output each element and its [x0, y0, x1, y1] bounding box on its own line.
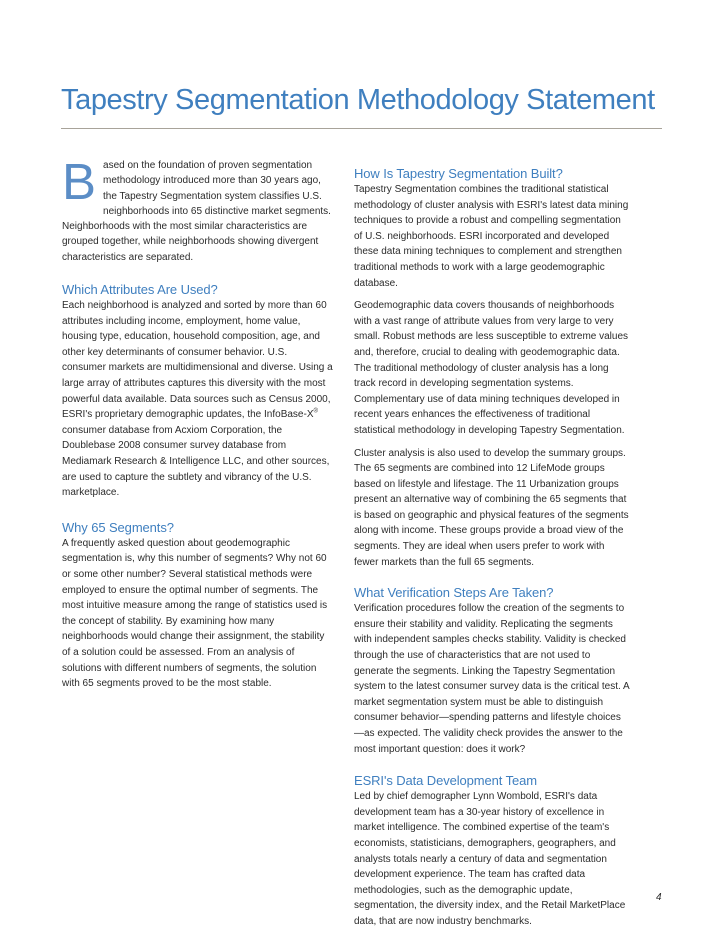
registered-mark: ®: [313, 408, 318, 415]
attributes-heading: Which Attributes Are Used?: [62, 282, 218, 298]
segments-heading: Why 65 Segments?: [62, 519, 174, 535]
segments-paragraph: A frequently asked question about geodemographic segmentation is, why this number of segments? Why not 60 or some other number? Several statistical methods were employed to ensure the optimal number of segments. The most intuitive measure among the range of statistics used is the concept of stability. By examining how many neighborhoods would change their assignment, the stability of a solution could be assessed. From an analysis of solutions with different numbers of segments, the solution with 65 segments proved to be the most stable.: [62, 537, 328, 690]
intro-text: ased on the foundation of proven segmentation methodology introduced more than 30 years ago, the Tapestry Segmentation system classifies U.S. neighborhoods into 65 distinctive market segments. Neighborhoods with the most similar characteristics are grouped together, while neighborhoods showing divergent characteristics are separated.: [62, 160, 331, 263]
team-paragraph: Led by chief demographer Lynn Wombold, ESRI's data development team has a 30-year history of excellence in market intelligence. The combined expertise of the team's economists, statisticians, demographers, geographers, and analysts totals nearly a century of data and segmentation development experience. The team has crafted data methodologies, such as the demographic update, segmentation, the diversity index, and the Retail MarketPlace data, that are now industry benchmarks.: [354, 791, 626, 927]
drop-cap: B: [62, 153, 97, 210]
intro-paragraph: [62, 153, 333, 265]
verification-paragraph: Verification procedures follow the creation of the segments to ensure their stability and validity. Replicating the segments with independent samples checks stability. Validity is checked through the use of characteristics that are not used to generate the segments. Linking the Tapestry Segmentation system to the latest consumer survey data is the critical test. A market segmentation system must be able to distinguish consumer behavior—spending patterns and lifestyle choices—as expected. The validity check provides the answer to the most important question: does it work?: [354, 603, 630, 755]
attributes-text-2: consumer database from Acxiom Corporation, the Doublebase 2008 consumer survey database from Mediamark Research & Intelligence LLC, and other sources, are used to capture the subtlety and vibrancy of the U.S. marketplace.: [62, 424, 330, 499]
title-divider: [61, 128, 662, 129]
attributes-text-1: Each neighborhood is analyzed and sorted by more than 60 attributes including income, employment, home value, housing type, education, household composition, age, and other key determinants of consumer behavior. U.S. consumer markets are multidimensional and diverse. Using a large array of attributes captures this diversity with the most powerful data available. Data sources such as Census 2000, ESRI's proprietary demographic updates, the InfoBase-X: [62, 300, 333, 421]
intro-section: [62, 153, 333, 265]
built-paragraph-2: Geodemographic data covers thousands of neighborhoods with a vast range of attribute values from very large to very small. Robust methods are less susceptible to extreme values and, therefore, crucial to dealing with geodemographic data. The traditional methodology of cluster analysis has a long track record in developing segmentation systems. Complementary use of data mining techniques developed in recent years enhances the effectiveness of traditional statistical methodology in developing Tapestry Segmentation.: [354, 300, 629, 436]
built-paragraph-1: Tapestry Segmentation combines the traditional statistical methodology of cluster analysis with ESRI's latest data mining techniques to provide a robust and compelling segmentation of U.S. neighborhoods. ESRI incorporated and developed these data mining techniques to complement and strengthen traditional methods to work with a large geodemographic database.: [354, 184, 629, 289]
verification-section: [354, 584, 630, 757]
page-number: 4: [656, 892, 662, 903]
verification-heading: What Verification Steps Are Taken?: [354, 585, 554, 601]
attributes-paragraph: [62, 298, 333, 501]
built-paragraph-3: Cluster analysis is also used to develop the summary groups. The 65 segments are combined into 12 LifeMode groups based on lifestyle and lifestage. The 11 Urbanization groups present an alternative way of combining the 65 segments that is based on geographic and physical features of the segments along with income. These groups provide a broad view of the segments. They are ideal when users prefer to work with fewer markets than the full 65 segments.: [354, 447, 629, 568]
built-section: [354, 158, 630, 570]
team-section: [354, 772, 630, 929]
page-title: Tapestry Segmentation Methodology Statement: [61, 84, 655, 116]
team-heading: ESRI's Data Development Team: [354, 773, 537, 789]
left-column: [62, 153, 333, 692]
segments-section: [62, 519, 333, 692]
right-column: [354, 158, 630, 930]
built-heading: How Is Tapestry Segmentation Built?: [354, 166, 563, 181]
attributes-section: [62, 281, 333, 501]
